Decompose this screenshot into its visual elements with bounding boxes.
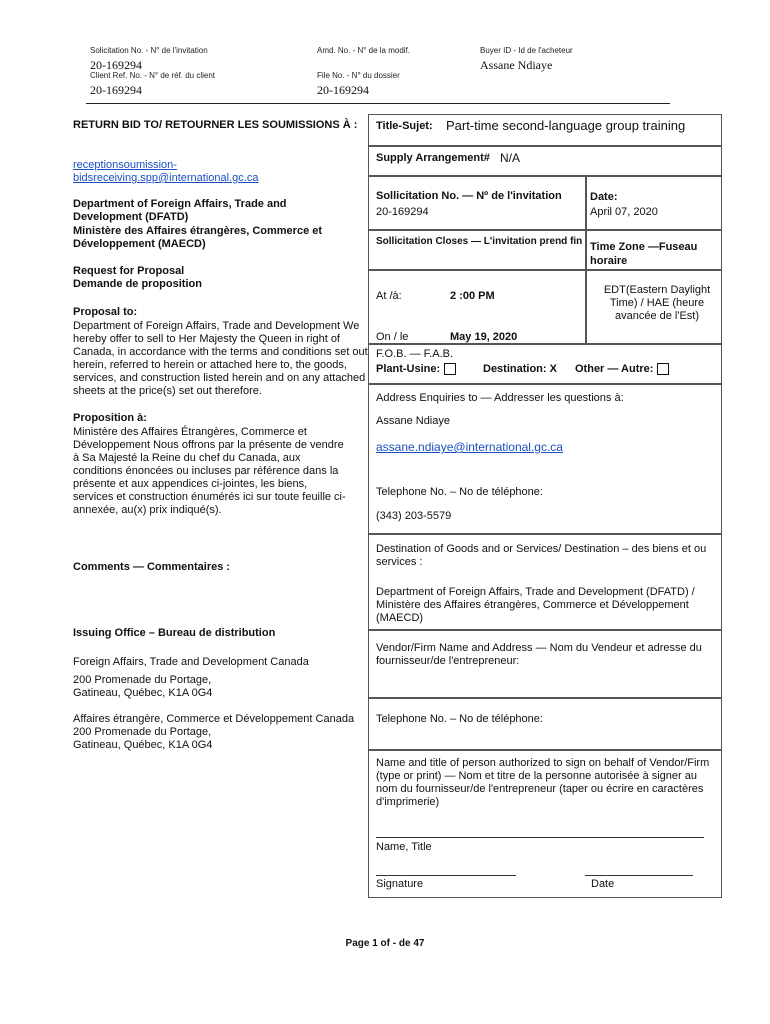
- time-zone-value: EDT(Eastern Daylight Time) / HAE (heure avancée de l'Est): [603, 284, 711, 322]
- name-title-label: Name, Title: [376, 841, 432, 853]
- return-bid-heading: RETURN BID TO/ RETOURNER LES SOUMISSIONS À :: [73, 119, 358, 131]
- amendment-number-label: Amd. No. - N° de la modif.: [317, 46, 411, 55]
- return-email-line1[interactable]: receptionsoumission-: [73, 159, 177, 171]
- issuing-office-fr-address2: Gatineau, Québec, K1A 0G4: [73, 739, 213, 751]
- solicitation-closes-label: Sollicitation Closes — L'invitation prend fin: [376, 236, 583, 247]
- title-value: Part-time second-language group training: [446, 118, 686, 133]
- signature-line[interactable]: [376, 875, 516, 876]
- name-title-line[interactable]: [376, 837, 704, 838]
- signature-date-label: Date: [591, 878, 615, 890]
- at-value: 2 :00 PM: [450, 290, 495, 302]
- issuing-office-en-address1: 200 Promenade du Portage,: [73, 674, 212, 686]
- title-label: Title-Sujet:: [376, 120, 433, 132]
- buyer-id-label: Buyer ID - Id de l'acheteur: [480, 46, 573, 55]
- date-value: April 07, 2020: [590, 206, 658, 218]
- header-rule: [86, 103, 670, 104]
- vendor-name-address-label: Vendor/Firm Name and Address — Nom du Vendeur et adresse du fournisseur/de l'entrepreneur:: [376, 642, 702, 667]
- solicitation-number-label: Solicitation No. - N° de l'invitation: [90, 46, 208, 55]
- signature-label: Signature: [376, 878, 424, 890]
- destination-goods-label: Destination of Goods and or Services/ Destination – des biens et ou services :: [376, 543, 707, 568]
- solicitation-number-box: [368, 176, 586, 230]
- destination-field: Destination: X: [483, 363, 557, 375]
- proposal-to-body: Department of Foreign Affairs, Trade and Development We hereby offer to sell to Her Majesty the Queen in right of Canada, in accordance with the terms and conditions set out herein, referred to herein or attached here to, the goods, services, and construction listed herein and on any attached sheets at the price(s) set out therefore.: [73, 320, 368, 397]
- supply-arrangement-value: N/A: [500, 151, 521, 165]
- proposition-heading: Proposition à:: [73, 412, 147, 424]
- issuing-office-fr-address1: 200 Promenade du Portage,: [73, 726, 212, 738]
- destination-checked-mark[interactable]: X: [549, 363, 557, 375]
- issuing-office-en-name: Foreign Affairs, Trade and Development Canada: [73, 656, 309, 668]
- client-ref-label: Client Ref. No. - N° de réf. du client: [90, 71, 216, 80]
- return-email-line2[interactable]: bidsreceiving.spp@international.gc.ca: [73, 172, 259, 184]
- plant-usine-field: Plant-Usine:: [376, 363, 456, 375]
- telephone-value: (343) 203-5579: [376, 510, 452, 522]
- department-fr: Ministère des Affaires étrangères, Commerce et Développement (MAECD): [73, 225, 323, 250]
- supply-arrangement-label: Supply Arrangement#: [376, 152, 490, 164]
- proposition-body: Ministère des Affaires Étrangères, Commerce et Développement Nous offrons par la présente de vendre à Sa Majesté la Reine du chef du Canada, aux conditions énoncées ou incluses par référence dans la présente et aux appendices ci-jointes, les biens, services et construction énumérés ici sur toute feuille ci-annexée, au(x) prix indiqué(s).: [73, 426, 346, 516]
- issuing-office-heading: Issuing Office – Bureau de distribution: [73, 627, 276, 639]
- file-number-value: 20-169294: [317, 83, 369, 97]
- date-box: [586, 176, 722, 230]
- plant-usine-checkbox[interactable]: [444, 363, 456, 375]
- issuing-office-fr-name: Affaires étrangère, Commerce et Développement Canada: [73, 713, 355, 725]
- request-for-proposal: Request for Proposal: [73, 265, 185, 277]
- solicitation-number-box-value: 20-169294: [376, 206, 429, 218]
- client-ref-value: 20-169294: [90, 83, 142, 97]
- proposal-to-heading: Proposal to:: [73, 306, 138, 318]
- telephone-label: Telephone No. – No de téléphone:: [376, 486, 543, 498]
- vendor-telephone-label: Telephone No. – No de téléphone:: [376, 713, 543, 725]
- demande-de-proposition: Demande de proposition: [73, 278, 202, 290]
- authorized-signer-label: Name and title of person authorized to sign on behalf of Vendor/Firm (type or print) — Nom et titre de la personne autorisée à signer au nom du fournisseur/de l'entrepreneur (taper ou écrire en caractères d'imprimerie): [376, 757, 710, 808]
- department-en: Department of Foreign Affairs, Trade and Development (DFATD): [73, 198, 287, 223]
- address-enquiries-label: Address Enquiries to — Addresser les questions à:: [376, 392, 624, 404]
- buyer-id-value: Assane Ndiaye: [480, 58, 553, 72]
- at-label: At /à:: [376, 290, 402, 302]
- on-label: On / le: [376, 331, 409, 343]
- solicitation-number-box-label: Sollicitation No. — Nº de l'invitation: [376, 190, 562, 202]
- date-label: Date:: [590, 191, 618, 203]
- file-number-label: File No. - N° du dossier: [317, 71, 400, 80]
- time-zone-label: Time Zone —Fuseau horaire: [590, 241, 698, 267]
- destination-goods-value: Department of Foreign Affairs, Trade and Development (DFATD) / Ministère des Affaires étrangères, Commerce et Développement (MAECD): [376, 586, 695, 624]
- on-value: May 19, 2020: [450, 331, 518, 343]
- issuing-office-en-address2: Gatineau, Québec, K1A 0G4: [73, 687, 213, 699]
- fob-label: F.O.B. — F.A.B.: [376, 348, 454, 360]
- contact-name: Assane Ndiaye: [376, 415, 450, 427]
- page-number: Page 1 of - de 47: [345, 938, 425, 949]
- contact-email-link[interactable]: assane.ndiaye@international.gc.ca: [376, 440, 563, 454]
- solicitation-number-value: 20-169294: [90, 58, 142, 72]
- comments-label: Comments — Commentaires :: [73, 561, 231, 573]
- other-checkbox[interactable]: [657, 363, 669, 375]
- signature-date-line[interactable]: [585, 875, 693, 876]
- other-field: Other — Autre:: [575, 363, 669, 375]
